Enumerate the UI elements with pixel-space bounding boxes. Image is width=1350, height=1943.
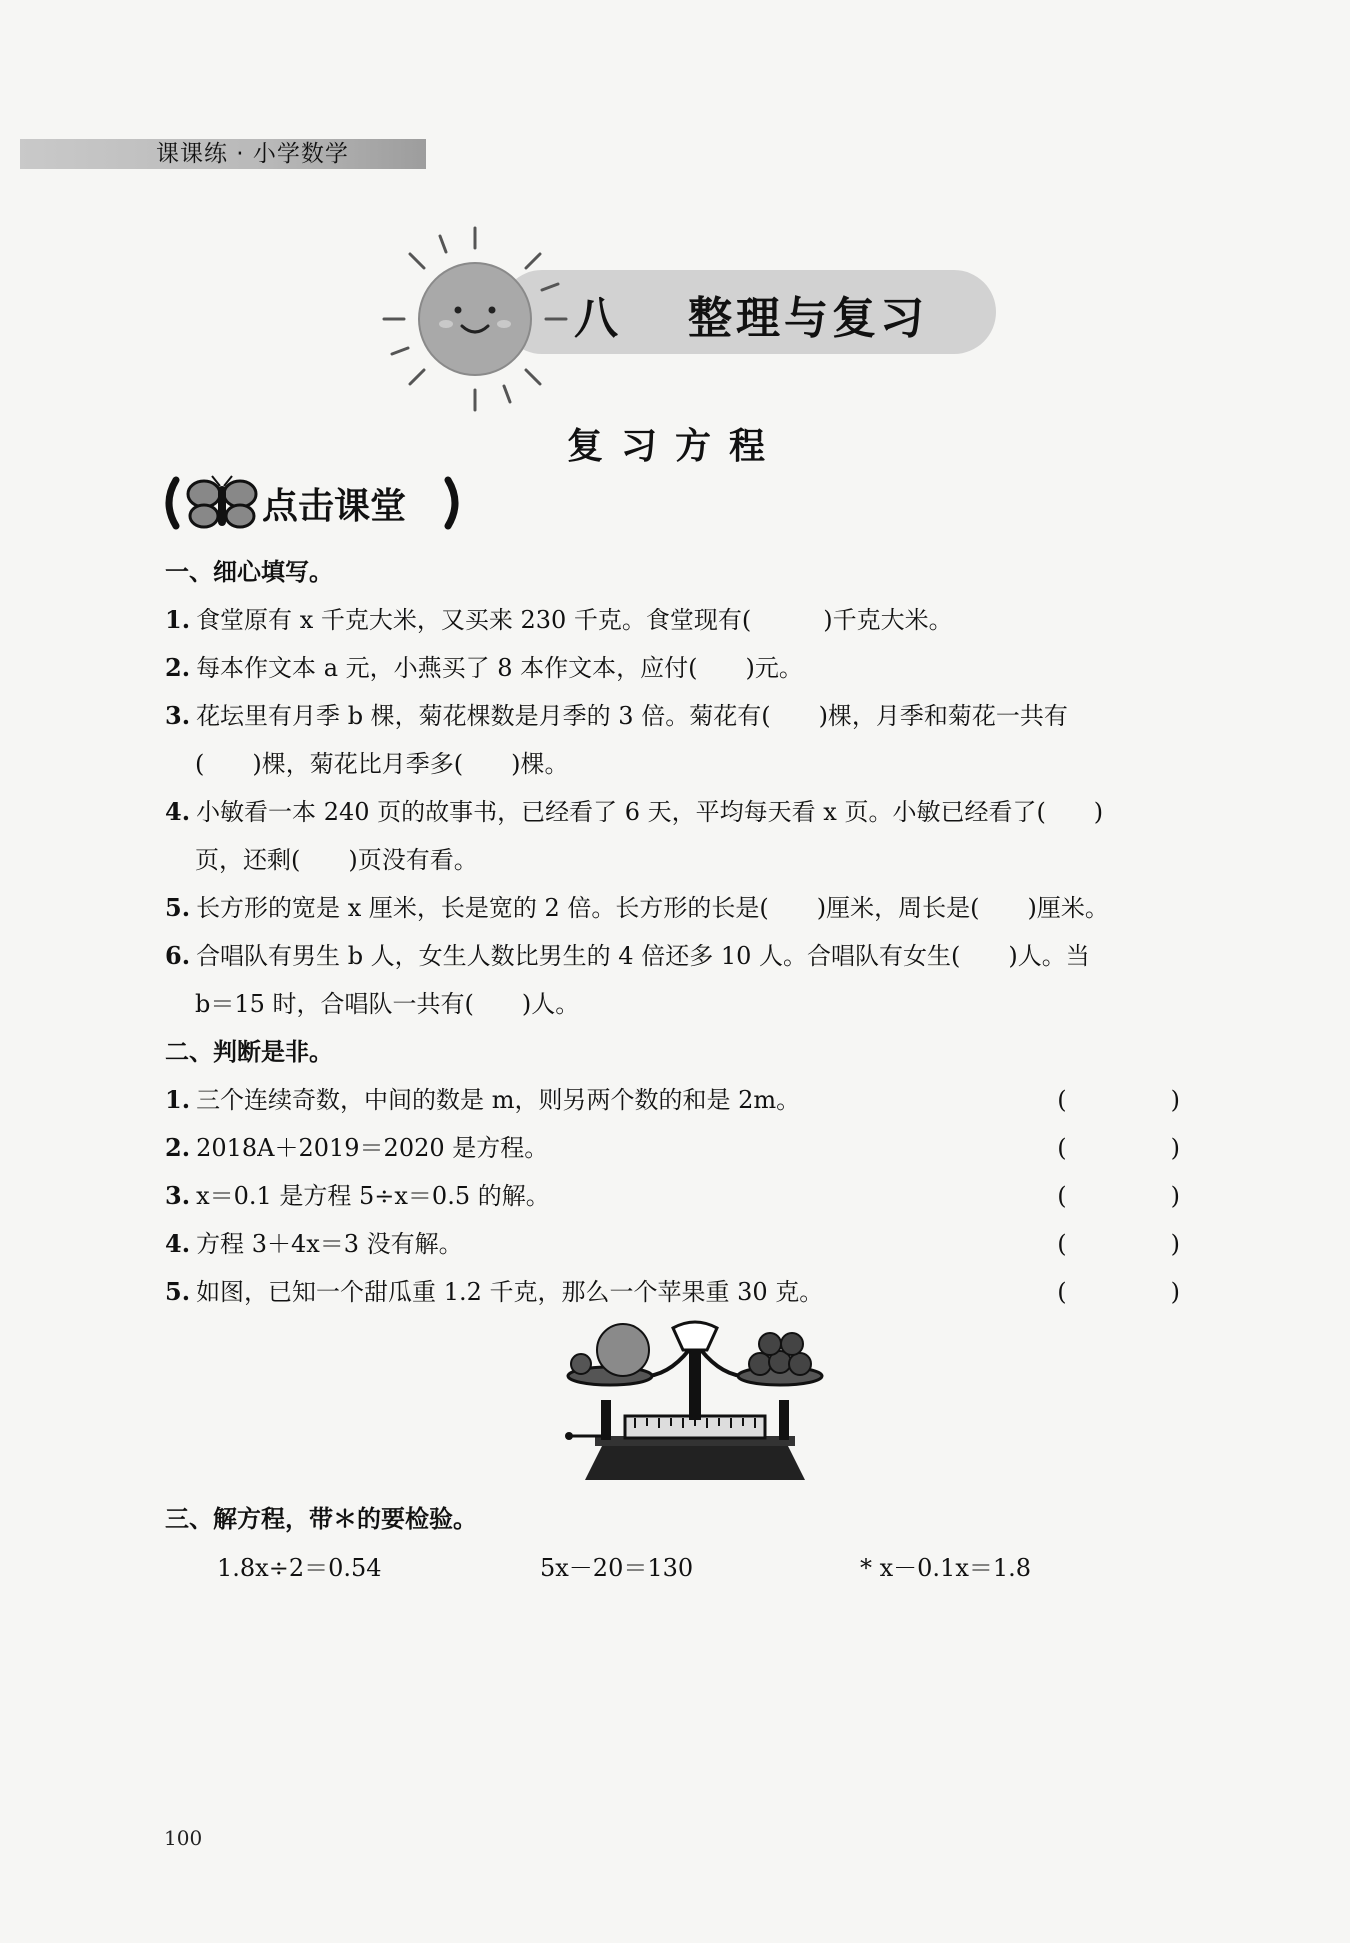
part1-line: 5. 长方形的宽是 x 厘米，长是宽的 2 倍。长方形的长是( )厘米，周长是( )厘米。 (165, 893, 1109, 922)
answer-paren: ( ) (1057, 1278, 1220, 1306)
part1-line: 6. 合唱队有男生 b 人，女生人数比男生的 4 倍还多 10 人。合唱队有女生( )人。当 (165, 941, 1090, 970)
butterfly-icon (188, 476, 256, 527)
part1-line: 2. 每本作文本 a 元，小燕买了 8 本作文本，应付( )元。 (165, 653, 803, 682)
balance-scale-figure (165, 1320, 1220, 1495)
part1-line: 3. 花坛里有月季 b 棵，菊花棵数是月季的 3 倍。菊花有( )棵，月季和菊花一共有 (165, 701, 1068, 730)
answer-paren: ( ) (1057, 1086, 1220, 1114)
part1-line: ( )棵，菊花比月季多( )棵。 (195, 750, 569, 778)
equation-3: * x－0.1x＝1.8 (860, 1554, 1032, 1582)
part2-item: 2. 2018A＋2019＝2020 是方程。 ( ) (165, 1124, 1220, 1172)
part1-line: b＝15 时，合唱队一共有( )人。 (195, 990, 580, 1018)
part1-line: 4. 小敏看一本 240 页的故事书，已经看了 6 天，平均每天看 x 页。小敏已经看了( ) (165, 797, 1104, 826)
part2-item: 1. 三个连续奇数，中间的数是 m，则另两个数的和是 2m。 ( ) (165, 1076, 1220, 1124)
equation-1: 1.8x÷2＝0.54 (217, 1554, 382, 1582)
worksheet-content (165, 548, 1220, 1593)
page-number: 100 (164, 1826, 203, 1850)
sun-icon (380, 224, 570, 414)
part1-heading: 一、细心填写。 (165, 558, 333, 586)
answer-paren: ( ) (1057, 1230, 1220, 1258)
answer-paren: ( ) (1057, 1182, 1220, 1210)
class-badge-label: 点击课堂 (262, 486, 407, 527)
part2-item: 5. 如图，已知一个甜瓜重 1.2 千克，那么一个苹果重 30 克。 ( ) (165, 1268, 1220, 1316)
equation-2: 5x－20＝130 (540, 1554, 694, 1582)
part2-item: 3. x＝0.1 是方程 5÷x＝0.5 的解。 ( ) (165, 1172, 1220, 1220)
part1-line: 1. 食堂原有 x 千克大米，又买来 230 千克。食堂现有( )千克大米。 (165, 605, 953, 634)
answer-paren: ( ) (1057, 1134, 1220, 1162)
balance-scale-icon (555, 1320, 835, 1495)
chapter-title: 整理与复习 (688, 293, 928, 344)
part2-item: 4. 方程 3＋4x＝3 没有解。 ( ) (165, 1220, 1220, 1268)
part3-heading: 三、解方程，带＊的要检验。 (165, 1505, 477, 1533)
series-title: 课课练 · 小学数学 (156, 141, 349, 167)
equation-row (165, 1543, 1220, 1593)
part1-line: 页，还剩( )页没有看。 (195, 846, 478, 874)
chapter-number: 八 (574, 293, 618, 344)
part2-heading: 二、判断是非。 (165, 1038, 333, 1066)
section-title: 复习方程 (566, 426, 783, 467)
